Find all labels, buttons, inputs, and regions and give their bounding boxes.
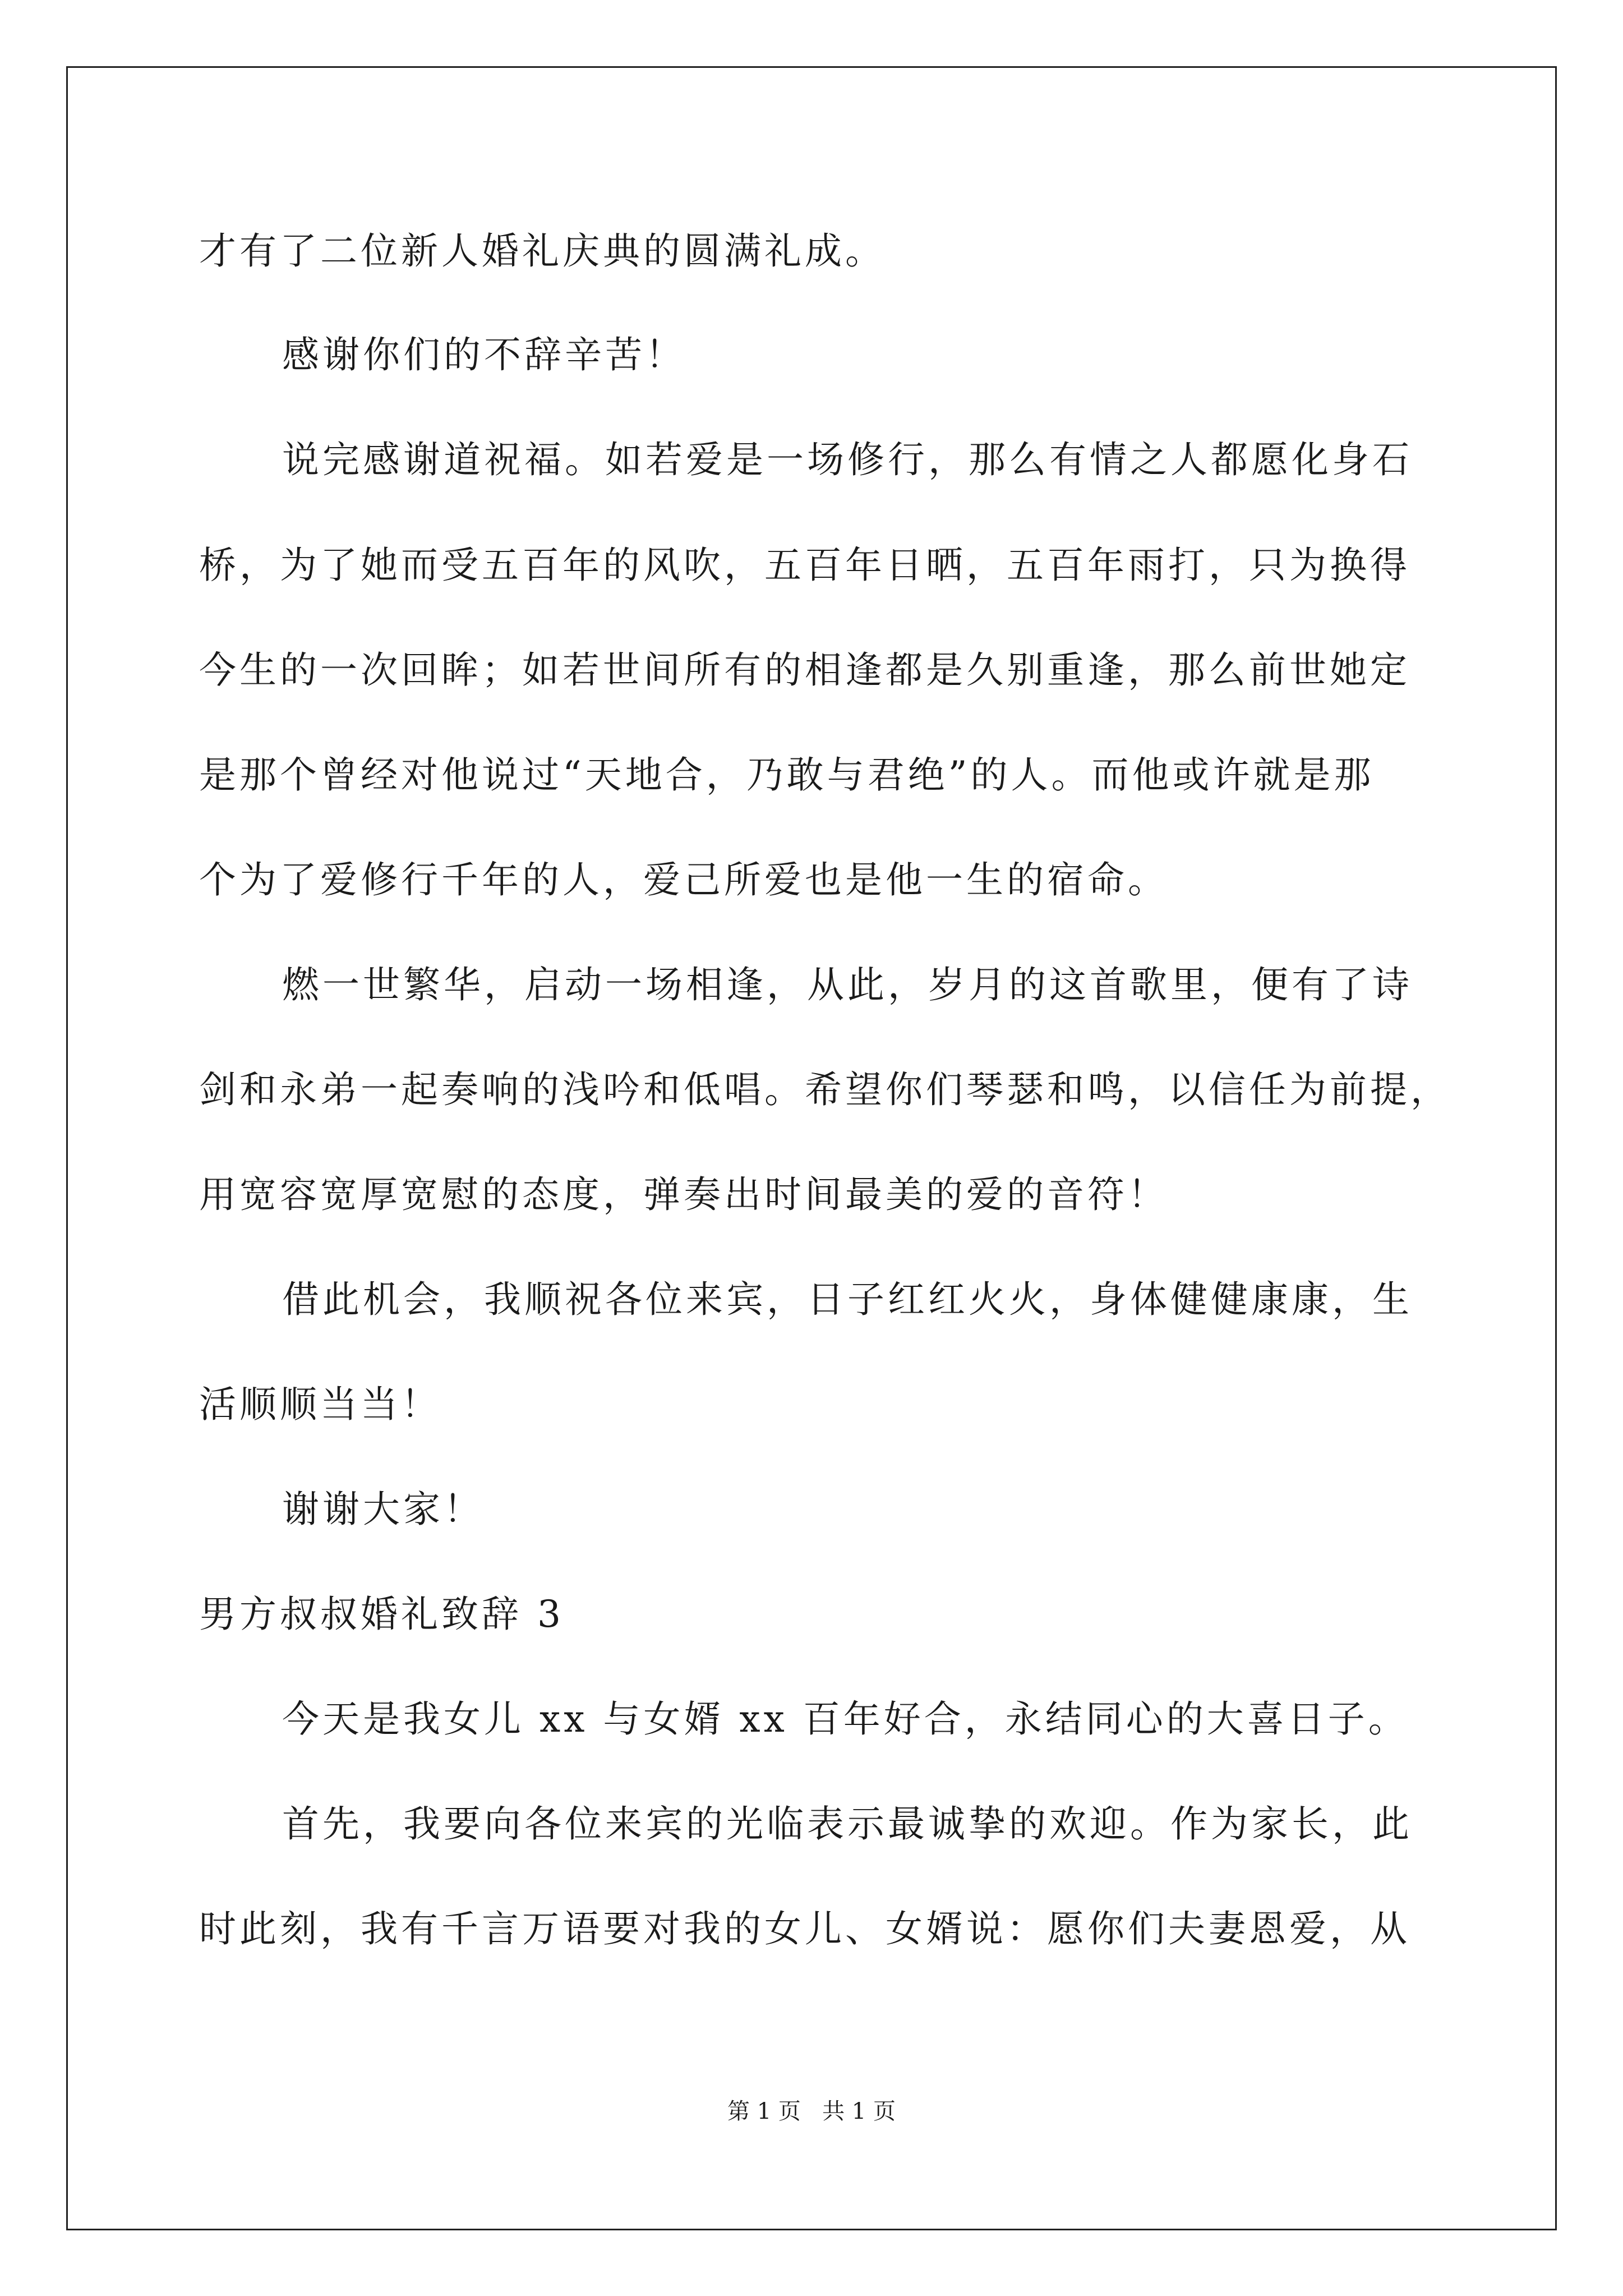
paragraph-line: 谢谢大家！	[282, 1488, 484, 1531]
section-heading: 男方叔叔婚礼致辞 3	[199, 1593, 564, 1636]
paragraph-line: 是那个曾经对他说过“天地合，乃敢与君绝”的人。而他或许就是那	[199, 753, 1375, 797]
paragraph-line: 时此刻，我有千言万语要对我的女儿、女婿说：愿你们夫妻恩爱，从	[199, 1907, 1410, 1950]
paragraph-line: 剑和永弟一起奏响的浅吟和低唱。希望你们琴瑟和鸣，以信任为前提，	[199, 1068, 1451, 1111]
paragraph-line: 个为了爱修行千年的人，爱己所爱也是他一生的宿命。	[199, 858, 1168, 901]
paragraph-line: 感谢你们的不辞辛苦！	[282, 333, 686, 376]
paragraph-line: 活顺顺当当！	[199, 1383, 441, 1426]
paragraph-line: 今生的一次回眸；如若世间所有的相逢都是久别重逢，那么前世她定	[199, 648, 1410, 692]
paragraph-line: 首先，我要向各位来宾的光临表示最诚挚的欢迎。作为家长，此	[282, 1802, 1413, 1846]
paragraph-line: 用宽容宽厚宽慰的态度，弹奏出时间最美的爱的音符！	[199, 1173, 1168, 1216]
paragraph-line: 才有了二位新人婚礼庆典的圆满礼成。	[199, 229, 886, 273]
paragraph-line: 今天是我女儿 xx 与女婿 xx 百年好合，永结同心的大喜日子。	[282, 1697, 1409, 1741]
paragraph-line: 说完感谢道祝福。如若爱是一场修行，那么有情之人都愿化身石	[282, 438, 1413, 481]
paragraph-line: 借此机会，我顺祝各位来宾，日子红红火火，身体健健康康，生	[282, 1278, 1413, 1321]
page-footer: 第 1 页 共 1 页	[727, 2099, 896, 2124]
paragraph-line: 燃一世繁华，启动一场相逢，从此，岁月的这首歌里，便有了诗	[282, 963, 1413, 1006]
paragraph-line: 桥，为了她而受五百年的风吹，五百年日晒，五百年雨打，只为换得	[199, 544, 1410, 587]
